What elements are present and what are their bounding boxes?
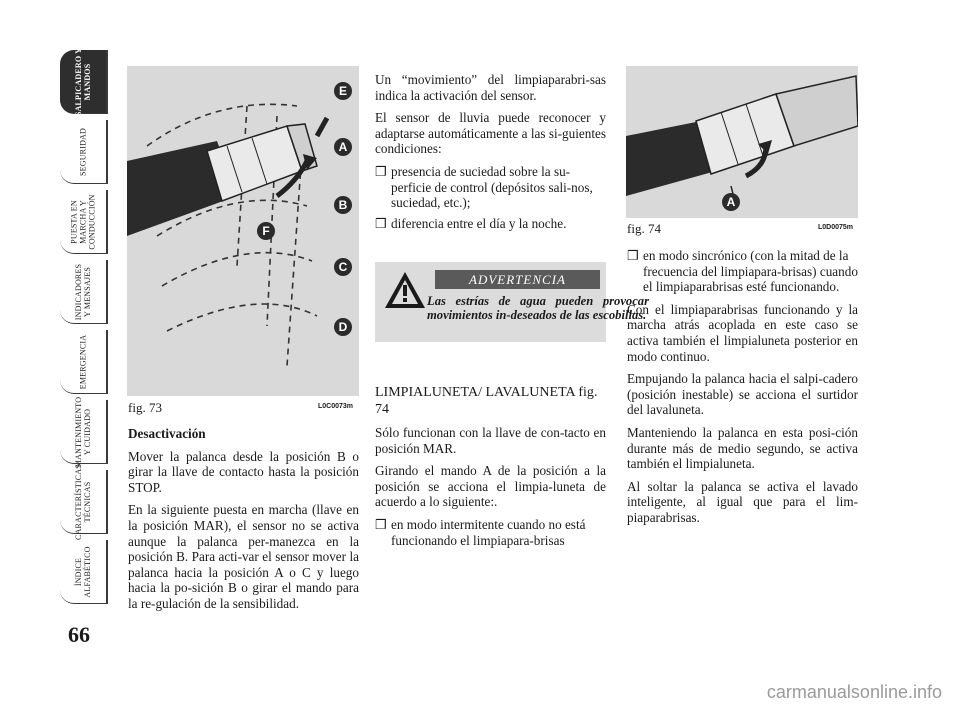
- bullet-icon: ❒: [375, 215, 387, 231]
- tab-emergencia[interactable]: [60, 330, 108, 394]
- paragraph: Manteniendo la palanca en esta posi-ción durante más de medio segundo, se activa también el limpialuneta.: [627, 424, 858, 472]
- list-item-text: diferencia entre el día y la noche.: [391, 215, 567, 231]
- tab-label: ÍNDICE ALFABÉTICO: [74, 545, 92, 598]
- paragraph: Un “movimiento” del limpiaparabri-sas indica la activación del sensor.: [375, 72, 606, 103]
- label-b: B: [334, 196, 352, 214]
- column-3: [627, 248, 858, 533]
- list-item: [375, 216, 606, 232]
- paragraph: Girando el mando A de la posición a la posición se acciona el limpia-luneta de acuerdo a lo siguiente:.: [375, 463, 606, 510]
- label-a-fig74: A: [722, 193, 740, 211]
- bullet-icon: ❒: [375, 163, 387, 179]
- label-f: F: [257, 222, 275, 240]
- list-item: [375, 517, 606, 548]
- figure-73-code: L0C0073m: [318, 403, 354, 410]
- paragraph: Empujando la palanca hacia el salpi-cadero (posición inestable) se acciona el surtidor del lavaluneta.: [627, 371, 858, 418]
- warning-box: [375, 262, 649, 342]
- paragraph: El sensor de lluvia puede reconocer y adaptarse automáticamente a las si-guientes condiciones:: [375, 110, 606, 157]
- label-e: E: [334, 82, 352, 100]
- tab-label: SALPICADERO Y MANDOS: [74, 47, 92, 116]
- list-item-text: en modo intermitente cuando no está funcionando el limpiapara-brisas: [391, 516, 586, 548]
- tab-seguridad[interactable]: [60, 120, 108, 184]
- figure-74-caption: fig. 74: [627, 221, 661, 236]
- paragraph: Con el limpiaparabrisas funcionando y la marcha atrás acoplada en este caso se activa también el limpialuneta posterior en modo continuo.: [627, 301, 858, 364]
- column-2-lower: [375, 384, 606, 555]
- tab-label: PUESTA EN MARCHA Y CONDUCCIÓN: [69, 193, 97, 250]
- warning-text: Las estrías de agua pueden provocar movimientos in-deseados de las escobillas.: [427, 294, 649, 322]
- figure-74: [626, 66, 858, 218]
- bullet-icon: ❒: [375, 516, 387, 532]
- tab-mantenimiento[interactable]: [60, 396, 108, 467]
- rear-wiper-stalk-diagram: [626, 66, 858, 218]
- list-item: [375, 164, 606, 211]
- tab-label: MANTENIMIENTO Y CUIDADO: [74, 396, 92, 467]
- tab-label: EMERGENCIA: [78, 334, 88, 389]
- mode-list: [375, 517, 606, 548]
- label-c: C: [334, 258, 352, 276]
- heading-desactivacion: Desactivación: [128, 426, 206, 441]
- list-item: [627, 248, 858, 295]
- tab-indicadores[interactable]: [60, 260, 108, 324]
- column-1: [128, 426, 359, 619]
- wiper-stalk-diagram: [127, 66, 359, 396]
- tab-indice[interactable]: [60, 540, 108, 604]
- paragraph: Mover la palanca desde la posición B o girar la llave de contacto hasta la posición STOP.: [128, 448, 359, 495]
- paragraph: En la siguiente puesta en marcha (llave en la posición MAR), el sensor no se activa aunque la palanca per-manezca en la posición B. Para acti-var el sensor mover la palanca hacia la posición A o C y luego hacia la po-sición B o girar el mando para la re-gulación de la sensibilidad.: [128, 502, 359, 611]
- list-item-text: en modo sincrónico (con la mitad de la frecuencia del limpiapara-brisas) cuando el limpiaparabrisas esté funcionando.: [643, 248, 858, 295]
- label-a: A: [334, 138, 352, 156]
- tab-label: CARACTERÍSTICAS TÉCNICAS: [74, 463, 92, 540]
- heading-limpialuneta: LIMPIALUNETA/ LAVALUNETA fig. 74: [375, 385, 598, 417]
- tab-caracteristicas[interactable]: [60, 463, 108, 540]
- section-sidebar: [60, 47, 108, 618]
- warning-title: ADVERTENCIA: [435, 270, 600, 289]
- tab-puesta-en-marcha[interactable]: [60, 190, 108, 254]
- label-d: D: [334, 318, 352, 336]
- figure-74-code: L0D0075m: [818, 224, 854, 231]
- tab-label: INDICADORES Y MENSAJES: [74, 263, 92, 320]
- watermark: carmanualsonline.info: [766, 682, 942, 702]
- condition-list: [375, 164, 606, 231]
- mode-list-continued: [627, 248, 858, 295]
- paragraph: Al soltar la palanca se activa el lavado inteligente, al igual que para el lim-piaparabrisas.: [627, 478, 858, 525]
- page-number: 66: [68, 622, 90, 647]
- bullet-icon: ❒: [627, 248, 639, 263]
- tab-salpicadero[interactable]: [60, 47, 108, 116]
- paragraph: Sólo funcionan con la llave de con-tacto en posición MAR.: [375, 425, 606, 456]
- column-2: [375, 72, 606, 238]
- figure-73-caption: fig. 73: [128, 400, 162, 415]
- figure-73: [127, 66, 359, 396]
- list-item-text: presencia de suciedad sobre la su-perficie de control (depósitos sali-nos, suciedad, etc.);: [391, 163, 593, 211]
- tab-label: SEGURIDAD: [78, 127, 88, 176]
